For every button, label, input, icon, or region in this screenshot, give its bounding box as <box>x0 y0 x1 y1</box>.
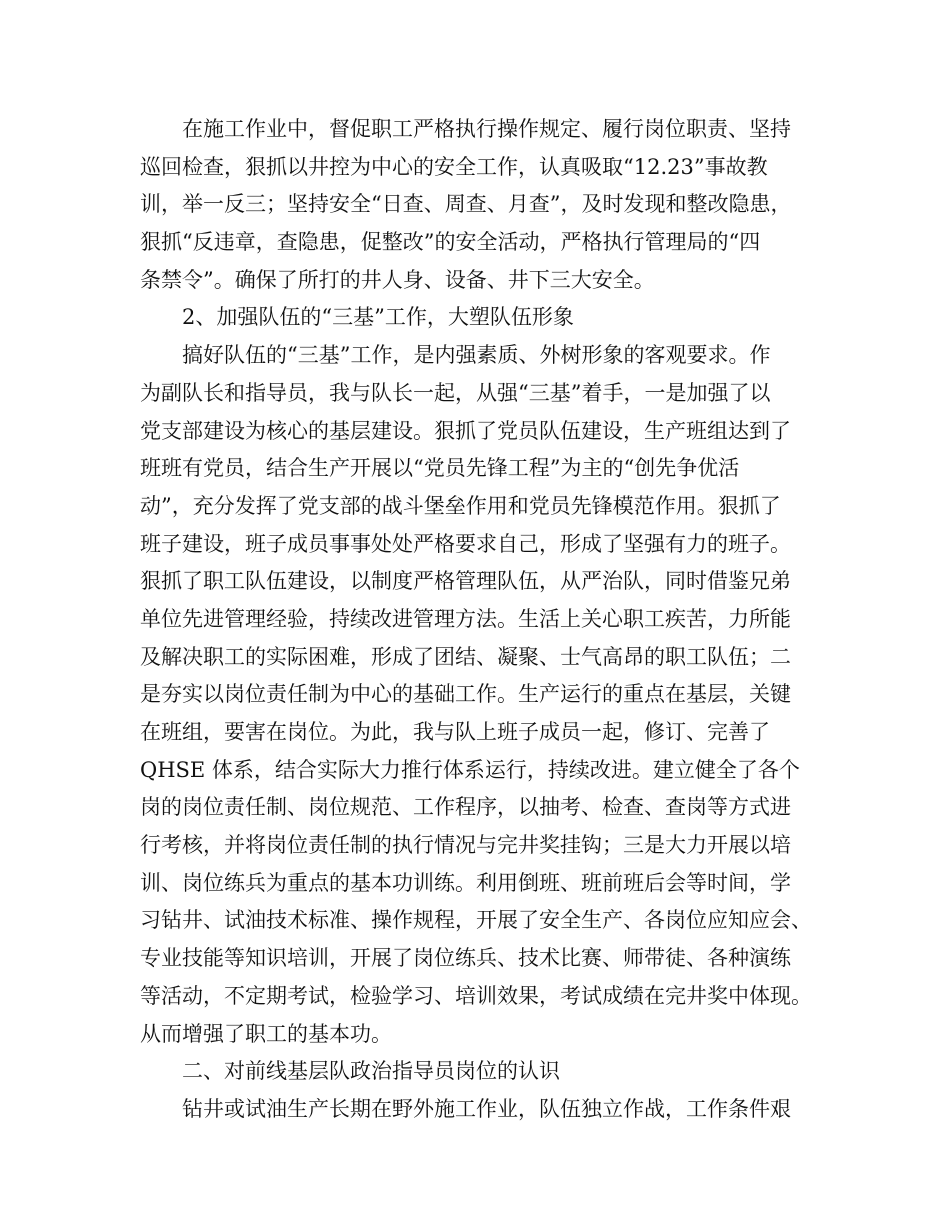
paragraph-line: 班班有党员，结合生产开展以“党员先锋工程”为主的“创先争优活 <box>140 456 740 481</box>
paragraph-line: 岗的岗位责任制、岗位规范、工作程序，以抽考、检查、查岗等方式进 <box>140 795 791 820</box>
paragraph-line: 从而增强了职工的基本功。 <box>140 1021 392 1046</box>
paragraph-line: 巡回检查，狠抓以井控为中心的安全工作，认真吸取“12.23”事故教 <box>140 154 768 179</box>
paragraph-line: 单位先进管理经验，持续改进管理方法。生活上关心职工疾苦，力所能 <box>140 606 791 631</box>
section-heading: 二、对前线基层队政治指导员岗位的认识 <box>182 1059 560 1084</box>
paragraph-line: 行考核，并将岗位责任制的执行情况与完井奖挂钩；三是大力开展以培 <box>140 833 791 858</box>
paragraph-line: 党支部建设为核心的基层建设。狠抓了党员队伍建设，生产班组达到了 <box>140 418 791 443</box>
paragraph-line: 等活动，不定期考试，检验学习、培训效果，考试成绩在完井奖中体现。 <box>140 983 812 1008</box>
paragraph-line: 及解决职工的实际困难，形成了团结、凝聚、士气高昂的职工队伍；二 <box>140 644 791 669</box>
document-body <box>140 111 830 1129</box>
paragraph-line: 训、岗位练兵为重点的基本功训练。利用倒班、班前班后会等时间，学 <box>140 870 791 895</box>
paragraph-line: 条禁令”。确保了所打的井人身、设备、井下三大安全。 <box>140 267 655 292</box>
paragraph-line: 专业技能等知识培训，开展了岗位练兵、技术比赛、师带徒、各种演练 <box>140 946 791 971</box>
paragraph-line: 习钻井、试油技术标准、操作规程，开展了安全生产、各岗位应知应会、 <box>140 908 812 933</box>
paragraph-line: QHSE 体系，结合实际大力推行体系运行，持续改进。建立健全了各个 <box>140 757 800 782</box>
paragraph-line: 为副队长和指导员，我与队长一起，从强“三基”着手，一是加强了以 <box>140 380 771 405</box>
section-heading: 2、加强队伍的“三基”工作，大塑队伍形象 <box>182 305 574 330</box>
paragraph-line: 动”，充分发挥了党支部的战斗堡垒作用和党员先锋模范作用。狠抓了 <box>140 493 781 518</box>
paragraph-line: 搞好队伍的“三基”工作，是内强素质、外树形象的客观要求。作 <box>182 343 771 368</box>
paragraph-line: 训，举一反三；坚持安全“日查、周查、月查”，及时发现和整改隐患， <box>140 192 792 217</box>
paragraph-line: 是夯实以岗位责任制为中心的基础工作。生产运行的重点在基层，关键 <box>140 682 791 707</box>
paragraph-line: 钻井或试油生产长期在野外施工作业，队伍独立作战，工作条件艰 <box>182 1096 791 1121</box>
paragraph-line: 狠抓“反违章，查隐患，促整改”的安全活动，严格执行管理局的“四 <box>140 230 761 255</box>
paragraph-line: 在班组，要害在岗位。为此，我与队上班子成员一起，修订、完善了 <box>140 720 770 744</box>
paragraph-line: 在施工作业中，督促职工严格执行操作规定、履行岗位职责、坚持 <box>182 117 791 141</box>
paragraph-line: 班子建设，班子成员事事处处严格要求自己，形成了坚强有力的班子。 <box>140 531 791 556</box>
paragraph-line: 狠抓了职工队伍建设，以制度严格管理队伍，从严治队，同时借鉴兄弟 <box>140 569 791 594</box>
